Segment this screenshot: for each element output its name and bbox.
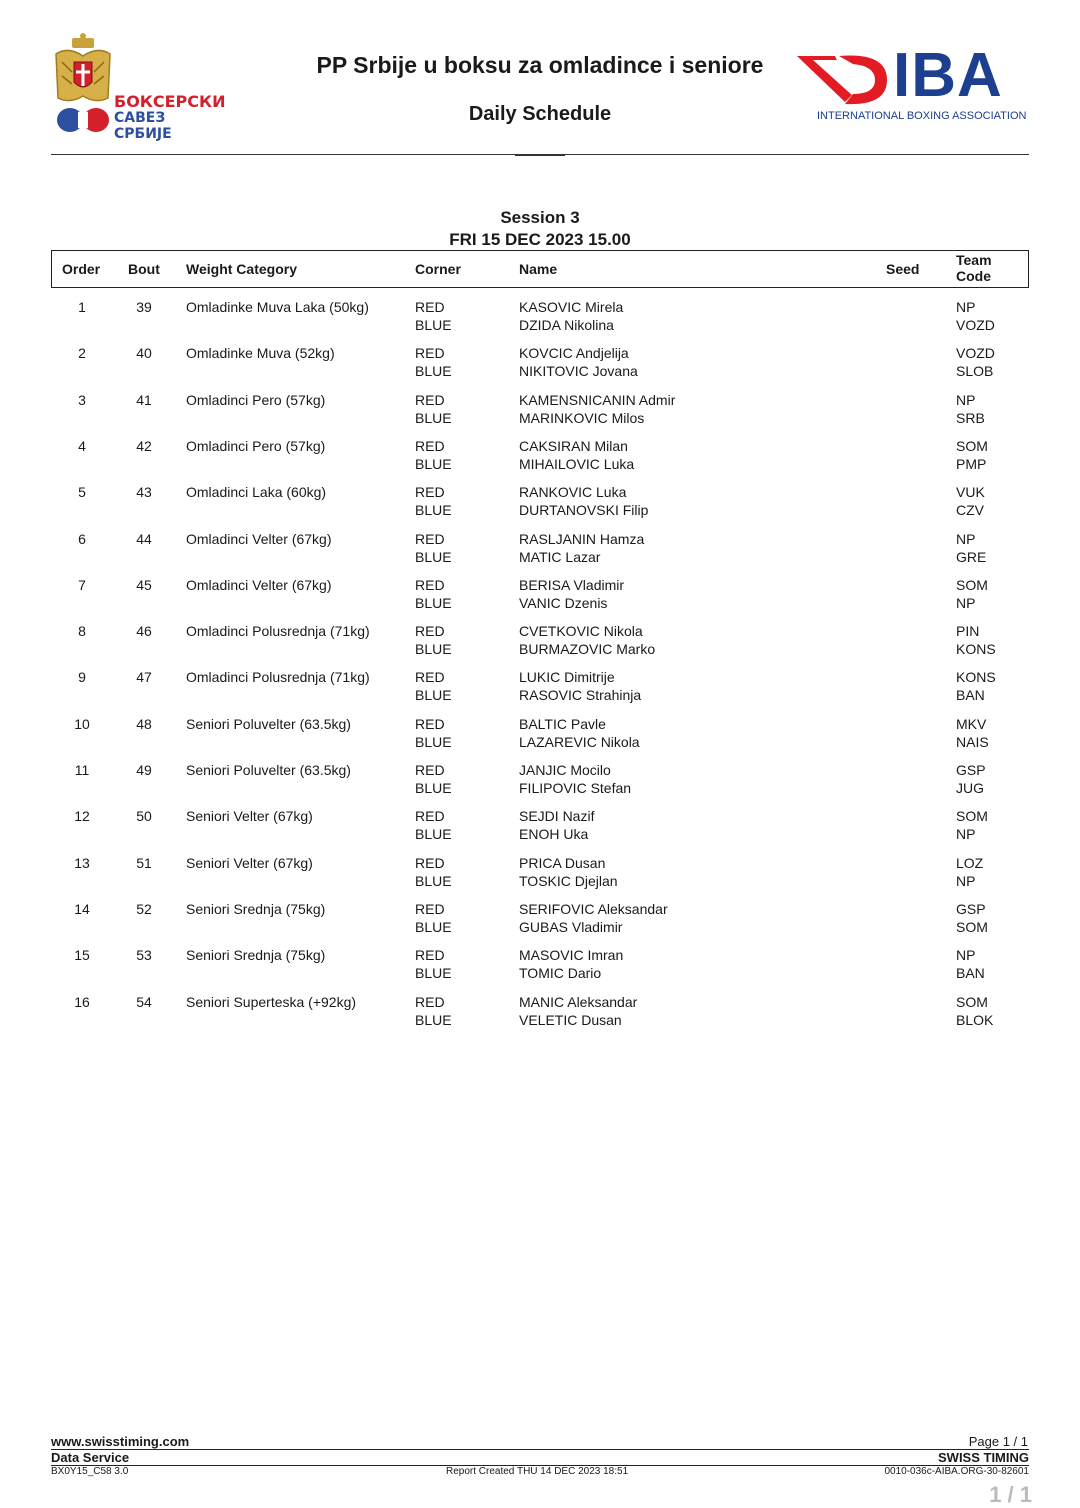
blue-corner: BLUE <box>415 317 452 333</box>
red-team-code: SOM <box>956 437 988 454</box>
corner-cell <box>415 298 452 334</box>
blue-team-code: NP <box>956 872 976 889</box>
red-corner: RED <box>415 345 445 362</box>
corner-cell <box>415 576 452 612</box>
boxer-names <box>519 530 644 566</box>
red-team-code: KONS <box>956 669 996 686</box>
red-boxer-name: JANJIC Mocilo <box>519 762 611 778</box>
bout-number: 42 <box>136 437 152 454</box>
boxer-names <box>519 668 641 704</box>
blue-boxer-name: FILIPOVIC Stefan <box>519 780 632 796</box>
bout-number: 43 <box>136 484 152 501</box>
table-row <box>51 391 1029 431</box>
boxer-names <box>519 344 638 380</box>
blue-corner: BLUE <box>415 641 452 658</box>
bout-order: 13 <box>74 854 90 871</box>
boxer-names <box>519 622 655 658</box>
blue-boxer-name: MARINKOVIC Milos <box>519 409 645 426</box>
red-boxer-name: MASOVIC Imran <box>519 947 624 964</box>
red-corner: RED <box>415 808 445 825</box>
team-codes <box>956 298 995 334</box>
corner-cell <box>415 437 452 473</box>
table-row <box>51 530 1029 570</box>
red-team-code: VOZD <box>956 345 995 362</box>
bout-number: 51 <box>136 854 152 871</box>
session-label: Session 3 <box>500 208 580 227</box>
corner-cell <box>415 715 452 751</box>
blue-team-code: BAN <box>956 965 985 982</box>
blue-corner: BLUE <box>415 826 452 843</box>
bout-order: 10 <box>74 715 90 732</box>
red-team-code: NP <box>956 391 976 408</box>
header-seed: Seed <box>886 261 920 277</box>
bout-order: 11 <box>74 762 90 778</box>
corner-cell <box>415 761 452 797</box>
blue-corner: BLUE <box>415 965 452 982</box>
table-row <box>51 993 1029 1033</box>
bout-order: 14 <box>74 900 90 917</box>
bout-order: 15 <box>74 947 90 964</box>
bout-number: 46 <box>136 623 152 640</box>
blue-team-code: SOM <box>956 918 988 935</box>
team-codes <box>956 946 985 982</box>
weight-category: Omladinci Polusrednja (71kg) <box>186 669 370 686</box>
blue-boxer-name: ENOH Uka <box>519 826 589 843</box>
boxer-names <box>519 576 624 612</box>
event-title: PP Srbije u boksu za omladince i seniore <box>316 52 764 78</box>
blue-corner: BLUE <box>415 1011 452 1028</box>
blue-team-code: KONS <box>956 641 996 658</box>
blue-team-code: BLOK <box>956 1011 994 1028</box>
weight-category: Seniori Superteska (+92kg) <box>186 993 357 1010</box>
faint-page-number: 1 / 1 <box>989 1482 1032 1507</box>
blue-team-code: CZV <box>956 502 984 519</box>
header-name: Name <box>519 261 558 277</box>
bout-number: 45 <box>136 576 152 593</box>
blue-team-code: SLOB <box>956 363 994 380</box>
team-codes <box>956 993 993 1029</box>
red-corner: RED <box>415 993 445 1010</box>
footer-page: Page 1 / 1 <box>968 1434 1028 1449</box>
boxer-names <box>519 854 618 890</box>
header-weight-category: Weight Category <box>186 261 297 277</box>
red-boxer-name: CVETKOVIC Nikola <box>519 623 643 640</box>
red-corner: RED <box>415 854 445 871</box>
weight-category: Seniori Velter (67kg) <box>186 854 313 871</box>
iba-logo <box>795 41 1035 130</box>
blue-team-code: SRB <box>956 409 985 426</box>
corner-cell <box>415 391 452 427</box>
blue-team-code: PMP <box>956 455 987 472</box>
weight-category: Seniori Srednja (75kg) <box>186 900 326 917</box>
red-boxer-name: RANKOVIC Luka <box>519 484 627 501</box>
logo-text-line2: САВЕЗ СРБИЈЕ <box>114 110 172 142</box>
red-boxer-name: BALTIC Pavle <box>519 715 606 732</box>
blue-corner: BLUE <box>415 363 452 380</box>
bout-order: 7 <box>78 576 86 593</box>
red-boxer-name: BERISA Vladimir <box>519 576 625 593</box>
bout-order: 5 <box>78 484 86 501</box>
red-corner: RED <box>415 437 445 454</box>
blue-boxer-name: TOMIC Dario <box>519 965 602 982</box>
corner-cell <box>415 946 452 982</box>
team-codes <box>956 668 996 704</box>
blue-corner: BLUE <box>415 918 452 935</box>
weight-category: Omladinke Muva (52kg) <box>186 345 335 362</box>
blue-boxer-name: BURMAZOVIC Marko <box>519 641 656 658</box>
blue-corner: BLUE <box>415 455 452 472</box>
red-team-code: NP <box>956 947 976 964</box>
red-corner: RED <box>415 391 445 408</box>
red-corner: RED <box>415 576 445 593</box>
team-codes <box>956 854 983 890</box>
boxer-names <box>519 483 648 519</box>
blue-corner: BLUE <box>415 687 452 704</box>
bout-order: 2 <box>78 345 86 362</box>
team-codes <box>956 344 995 380</box>
red-corner: RED <box>415 947 445 964</box>
red-boxer-name: KAMENSNICANIN Admir <box>519 391 676 408</box>
red-team-code: SOM <box>956 808 988 825</box>
table-row <box>51 715 1029 755</box>
table-row <box>51 900 1029 940</box>
bout-number: 40 <box>136 345 152 362</box>
weight-category: Seniori Srednja (75kg) <box>186 947 326 964</box>
blue-boxer-name: LAZAREVIC Nikola <box>519 733 640 750</box>
boxer-names <box>519 761 631 797</box>
iba-wordmark: IBA <box>893 41 1003 110</box>
table-row <box>51 946 1029 986</box>
corner-cell <box>415 900 452 936</box>
session-datetime: FRI 15 DEC 2023 15.00 <box>449 230 631 249</box>
red-team-code: GSP <box>956 762 986 778</box>
bout-number: 41 <box>136 391 152 408</box>
blue-boxer-name: DURTANOVSKI Filip <box>519 502 649 519</box>
footer-doc-id: 0010-036c-AIBA.ORG-30-82601 <box>884 1466 1029 1477</box>
bout-order: 8 <box>78 623 86 640</box>
boxer-names <box>519 946 623 982</box>
header-team-code <box>956 252 992 284</box>
session-heading <box>340 207 740 251</box>
bout-order: 1 <box>78 299 86 315</box>
blue-team-code: BAN <box>956 687 985 704</box>
boxer-names <box>519 715 640 751</box>
red-corner: RED <box>415 299 445 315</box>
blue-corner: BLUE <box>415 502 452 519</box>
bout-number: 39 <box>136 299 152 315</box>
weight-category: Omladinci Pero (57kg) <box>186 391 326 408</box>
weight-category: Seniori Velter (67kg) <box>186 808 313 825</box>
team-codes <box>956 622 996 658</box>
blue-corner: BLUE <box>415 409 452 426</box>
boxing-federation-logo <box>52 32 226 142</box>
table-row <box>51 807 1029 847</box>
red-corner: RED <box>415 715 445 732</box>
footer-service: Data Service <box>51 1450 130 1465</box>
team-codes <box>956 761 986 797</box>
red-team-code: LOZ <box>956 854 984 871</box>
footer-code: BX0Y15_C58 3.0 <box>51 1466 129 1477</box>
red-team-code: GSP <box>956 900 986 917</box>
iba-subtitle: INTERNATIONAL BOXING ASSOCIATION <box>817 110 1027 122</box>
weight-category: Omladinci Polusrednja (71kg) <box>186 623 370 640</box>
corner-cell <box>415 807 452 843</box>
table-row <box>51 854 1029 894</box>
blue-team-code: VOZD <box>956 317 995 333</box>
corner-cell <box>415 530 452 566</box>
corner-cell <box>415 622 452 658</box>
bout-order: 9 <box>78 669 86 686</box>
iba-red-stripes-icon <box>795 50 895 110</box>
bout-order: 12 <box>74 808 90 825</box>
blue-team-code: GRE <box>956 548 987 565</box>
corner-cell <box>415 854 452 890</box>
bout-number: 44 <box>136 530 152 547</box>
table-row <box>51 668 1029 708</box>
boxer-names <box>519 391 675 427</box>
blue-boxer-name: VANIC Dzenis <box>519 594 608 611</box>
bout-number: 49 <box>136 762 152 778</box>
red-team-code: MKV <box>956 715 987 732</box>
table-row <box>51 622 1029 662</box>
corner-cell <box>415 668 452 704</box>
table-row <box>51 576 1029 616</box>
red-team-code: PIN <box>956 623 980 640</box>
weight-category: Omladinci Velter (67kg) <box>186 576 332 593</box>
bout-number: 48 <box>136 715 152 732</box>
weight-category: Seniori Poluvelter (63.5kg) <box>186 715 351 732</box>
blue-corner: BLUE <box>415 780 452 796</box>
header-divider-mark <box>515 154 565 156</box>
header-code: Code <box>956 268 991 284</box>
corner-cell <box>415 344 452 380</box>
red-boxer-name: SEJDI Nazif <box>519 808 595 825</box>
boxer-names <box>519 298 623 334</box>
table-row <box>51 437 1029 477</box>
bout-number: 54 <box>136 993 152 1010</box>
table-row <box>51 298 1029 338</box>
bout-order: 4 <box>78 437 86 454</box>
corner-cell <box>415 993 452 1029</box>
bout-number: 53 <box>136 947 152 964</box>
bout-number: 47 <box>136 669 152 686</box>
team-codes <box>956 715 989 751</box>
team-codes <box>956 576 988 612</box>
blue-corner: BLUE <box>415 548 452 565</box>
red-team-code: NP <box>956 530 976 547</box>
bout-order: 6 <box>78 530 86 547</box>
bout-number: 50 <box>136 808 152 825</box>
footer-report-created: Report Created THU 14 DEC 2023 18:51 <box>446 1466 629 1477</box>
red-boxer-name: PRICA Dusan <box>519 854 606 871</box>
table-row <box>51 761 1029 801</box>
table-row <box>51 483 1029 523</box>
blue-boxer-name: RASOVIC Strahinja <box>519 687 642 704</box>
header-team: Team <box>956 252 992 268</box>
red-boxer-name: CAKSIRAN Milan <box>519 437 628 454</box>
team-codes <box>956 483 985 519</box>
red-team-code: SOM <box>956 576 988 593</box>
weight-category: Omladinci Laka (60kg) <box>186 484 327 501</box>
header-corner: Corner <box>415 261 461 277</box>
blue-team-code: NP <box>956 826 976 843</box>
red-corner: RED <box>415 484 445 501</box>
blue-team-code: NAIS <box>956 733 989 750</box>
red-team-code: VUK <box>956 484 985 501</box>
weight-category: Seniori Poluvelter (63.5kg) <box>186 762 351 778</box>
weight-category: Omladinke Muva Laka (50kg) <box>186 299 369 315</box>
red-corner: RED <box>415 762 445 778</box>
blue-boxer-name: MIHAILOVIC Luka <box>519 455 635 472</box>
blue-boxer-name: DZIDA Nikolina <box>519 317 614 333</box>
blue-team-code: JUG <box>956 780 984 796</box>
red-boxer-name: KOVCIC Andjelija <box>519 345 629 362</box>
blue-boxer-name: VELETIC Dusan <box>519 1011 622 1028</box>
bout-number: 52 <box>136 900 152 917</box>
red-corner: RED <box>415 900 445 917</box>
weight-category: Omladinci Velter (67kg) <box>186 530 332 547</box>
bout-order: 16 <box>74 993 90 1010</box>
blue-corner: BLUE <box>415 733 452 750</box>
blue-boxer-name: NIKITOVIC Jovana <box>519 363 638 380</box>
team-codes <box>956 391 985 427</box>
boxer-names <box>519 993 637 1029</box>
blue-corner: BLUE <box>415 872 452 889</box>
blue-team-code: NP <box>956 594 976 611</box>
team-codes <box>956 530 986 566</box>
header-bout: Bout <box>128 261 160 277</box>
red-corner: RED <box>415 669 445 686</box>
team-codes <box>956 900 988 936</box>
weight-category: Omladinci Pero (57kg) <box>186 437 326 454</box>
table-row <box>51 344 1029 384</box>
red-boxer-name: SERIFOVIC Aleksandar <box>519 900 668 917</box>
footer-brand: SWISS TIMING <box>938 1450 1029 1465</box>
red-boxer-name: RASLJANIN Hamza <box>519 530 645 547</box>
header-order: Order <box>62 261 101 277</box>
footer-rule-1 <box>51 1449 1029 1450</box>
boxer-names <box>519 807 594 843</box>
red-corner: RED <box>415 623 445 640</box>
red-team-code: SOM <box>956 993 988 1010</box>
red-boxer-name: MANIC Aleksandar <box>519 993 638 1010</box>
team-codes <box>956 807 988 843</box>
red-corner: RED <box>415 530 445 547</box>
bout-order: 3 <box>78 391 86 408</box>
red-boxer-name: LUKIC Dimitrije <box>519 669 615 686</box>
red-boxer-name: KASOVIC Mirela <box>519 299 624 315</box>
blue-boxer-name: TOSKIC Djejlan <box>519 872 618 889</box>
logo-text-line1: БОКСЕРСКИ <box>114 92 226 111</box>
boxer-names <box>519 437 634 473</box>
corner-cell <box>415 483 452 519</box>
footer-website: www.swisstiming.com <box>51 1434 190 1449</box>
blue-boxer-name: GUBAS Vladimir <box>519 918 623 935</box>
blue-boxer-name: MATIC Lazar <box>519 548 601 565</box>
blue-corner: BLUE <box>415 594 452 611</box>
document-title: Daily Schedule <box>468 103 612 125</box>
red-team-code: NP <box>956 299 976 315</box>
boxer-names <box>519 900 668 936</box>
team-codes <box>956 437 988 473</box>
